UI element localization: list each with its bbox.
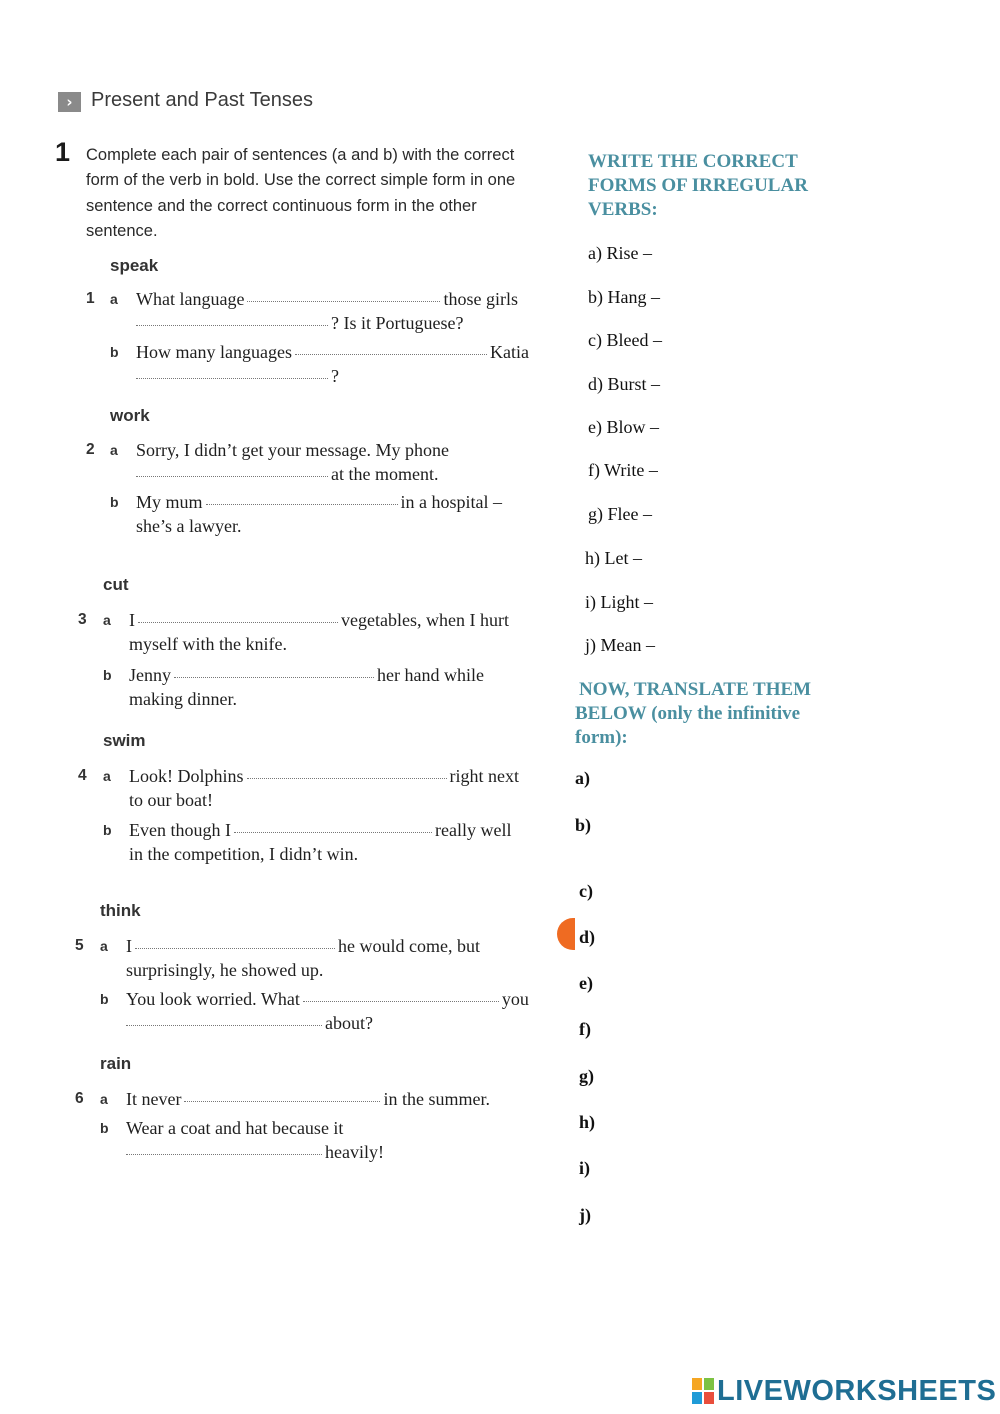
answer-blank[interactable]: [303, 999, 499, 1002]
answer-blank[interactable]: [138, 620, 338, 623]
sentence-2b-line1: My mum in a hospital –: [136, 492, 503, 512]
answer-blank[interactable]: [295, 352, 487, 355]
answer-blank[interactable]: [136, 376, 328, 379]
verb-label-think: think: [100, 901, 141, 920]
question-letter: a: [110, 442, 118, 458]
irregular-item[interactable]: i) Light –: [585, 592, 653, 612]
sentence-3b-line2: making dinner.: [129, 689, 237, 709]
sentence-5a-line1: I he would come, but: [126, 936, 480, 956]
liveworksheets-logo-text: LIVEWORKSHEETS: [717, 1374, 997, 1407]
irregular-verbs-heading: WRITE THE CORRECT FORMS OF IRREGULAR VERBS:: [588, 151, 808, 220]
irregular-item[interactable]: j) Mean –: [585, 635, 655, 655]
translate-item[interactable]: a): [575, 768, 590, 788]
question-letter: b: [100, 991, 109, 1007]
irregular-item[interactable]: a) Rise –: [588, 243, 652, 263]
answer-blank[interactable]: [234, 830, 432, 833]
answer-blank[interactable]: [174, 675, 374, 678]
question-number: 3: [78, 611, 87, 628]
question-letter: a: [103, 612, 111, 628]
irregular-item[interactable]: f) Write –: [588, 460, 658, 480]
sentence-3a-line1: I vegetables, when I hurt: [129, 610, 509, 630]
chevron-right-icon: ›: [58, 92, 81, 112]
liveworksheets-logo: [692, 1374, 996, 1408]
question-letter: b: [103, 667, 112, 683]
question-letter: a: [100, 938, 108, 954]
irregular-item[interactable]: e) Blow –: [588, 417, 659, 437]
sentence-1b-line1: How many languages Katia: [136, 342, 529, 362]
verb-label-speak: speak: [110, 256, 159, 275]
question-letter: b: [110, 344, 119, 360]
sentence-6b-line2: heavily!: [126, 1141, 384, 1163]
sentence-4a-line1: Look! Dolphins right next: [129, 766, 519, 786]
sentence-6a-line1: It never in the summer.: [126, 1089, 490, 1109]
translate-item[interactable]: h): [579, 1112, 596, 1132]
question-number: 6: [75, 1090, 84, 1107]
answer-blank[interactable]: [126, 1023, 322, 1026]
answer-blank[interactable]: [184, 1099, 380, 1102]
question-letter: b: [103, 822, 112, 838]
answer-blank[interactable]: [136, 323, 328, 326]
answer-blank[interactable]: [247, 776, 447, 779]
answer-blank[interactable]: [206, 502, 398, 505]
sentence-6b-line1: Wear a coat and hat because it: [126, 1118, 344, 1138]
translate-heading: NOW, TRANSLATE THEM BELOW (only the infinitive form):: [575, 679, 812, 748]
answer-blank[interactable]: [135, 946, 335, 949]
exercise-instruction: Complete each pair of sentences (a and b) with the correct form of the verb in bold. Use the correct simple form in one sentence and the correct continuous form in the other sentence.: [86, 146, 516, 240]
question-letter: b: [100, 1120, 109, 1136]
liveworksheets-logo-icon: [692, 1378, 714, 1404]
question-letter: a: [103, 768, 111, 784]
orange-tab-marker: [557, 918, 575, 950]
translate-item[interactable]: g): [579, 1066, 594, 1086]
translate-item[interactable]: d): [579, 927, 596, 947]
irregular-item[interactable]: c) Bleed –: [588, 330, 662, 350]
answer-blank[interactable]: [126, 1152, 322, 1155]
question-letter: a: [100, 1091, 108, 1107]
sentence-4a-line2: to our boat!: [129, 790, 213, 810]
translate-item[interactable]: b): [575, 815, 592, 835]
question-letter: b: [110, 494, 119, 510]
sentence-4b-line1: Even though I really well: [129, 820, 512, 840]
sentence-3b-line1: Jenny her hand while: [129, 665, 484, 685]
sentence-1a-line1: What language those girls: [136, 289, 518, 309]
irregular-item[interactable]: b) Hang –: [588, 287, 660, 307]
verb-label-cut: cut: [103, 575, 129, 594]
question-letter: a: [110, 291, 118, 307]
sentence-5a-line2: surprisingly, he showed up.: [126, 960, 324, 980]
sentence-5b-line2: about?: [126, 1012, 373, 1034]
sentence-2a-line1: Sorry, I didn’t get your message. My phone: [136, 440, 449, 460]
sentence-3a-line2: myself with the knife.: [129, 634, 287, 654]
question-number: 4: [78, 767, 87, 784]
translate-item[interactable]: e): [579, 973, 593, 993]
verb-label-work: work: [110, 406, 150, 425]
sentence-1b-line2: ?: [136, 365, 339, 387]
answer-blank[interactable]: [136, 474, 328, 477]
sentence-4b-line2: in the competition, I didn’t win.: [129, 844, 359, 864]
translate-item[interactable]: f): [579, 1019, 591, 1039]
question-number: 2: [86, 441, 95, 458]
translate-item[interactable]: c): [579, 881, 593, 901]
exercise-number: 1: [55, 137, 71, 167]
question-number: 1: [86, 290, 95, 307]
translate-item[interactable]: i): [579, 1158, 590, 1178]
irregular-item[interactable]: d) Burst –: [588, 374, 660, 394]
answer-blank[interactable]: [247, 299, 440, 302]
translate-item[interactable]: j): [579, 1205, 591, 1225]
section-title: Present and Past Tenses: [91, 89, 313, 111]
verb-label-rain: rain: [100, 1054, 132, 1073]
verb-label-swim: swim: [103, 731, 146, 750]
irregular-item[interactable]: h) Let –: [585, 548, 642, 568]
sentence-2b-line2: she’s a lawyer.: [136, 516, 242, 536]
sentence-5b-line1: You look worried. What you: [126, 989, 529, 1009]
irregular-item[interactable]: g) Flee –: [588, 504, 652, 524]
sentence-1a-line2: ? Is it Portuguese?: [136, 312, 463, 334]
question-number: 5: [75, 937, 84, 954]
sentence-2a-line2: at the moment.: [136, 463, 438, 485]
